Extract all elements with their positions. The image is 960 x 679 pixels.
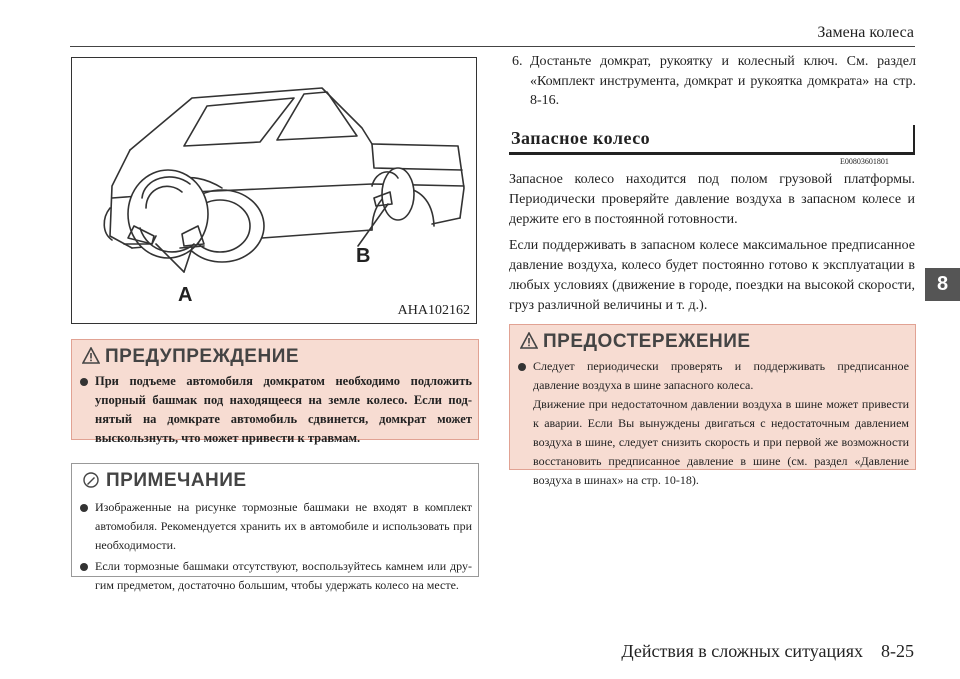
warning-box: [71, 339, 479, 445]
caution-paragraph: Движение при недостаточном давлении воздуха в шине может привести к аварии. Если Вы вынуждены двигаться с недостаточным давлением воздуха в шине, следует снизить скорость и при первой же возможности восстановить предписанное давление в шине (см. раздел «Давление воздуха в шинах» на стр. 10-18).: [533, 397, 909, 487]
caution-header: [510, 325, 915, 357]
chapter-tab[interactable]: 8: [925, 268, 960, 301]
note-box: [71, 463, 479, 592]
step-text: Достаньте домкрат, рукоятку и колесный ключ. См. раздел «Комплект инструмента, домкрат и рукоятка домкрата» на стр. 8-16.: [530, 54, 916, 108]
truck-wheel-chock-drawing: [72, 58, 476, 323]
section-title-bracket: [913, 125, 915, 155]
note-title: ПРИМЕЧАНИЕ: [106, 470, 247, 491]
figure-label-b: B: [356, 245, 371, 267]
note-header: [72, 464, 478, 496]
section-title-rule: [509, 152, 915, 155]
page-footer: Действия в сложных ситуациях 8-25: [621, 641, 914, 661]
warning-triangle-icon: [520, 332, 538, 349]
page-header-title: Замена колеса: [817, 24, 914, 41]
step-6: [512, 52, 916, 111]
figure-code: AHA102162: [397, 303, 470, 318]
figure-label-a: A: [178, 284, 193, 306]
warning-text: При подъеме автомобиля домкратом необходимо подложить упорный башмак под находящееся на земле колесо. Если поднятый на домкрате автомобиль сдвинется, домкрат может выскользнуть, что может привести к травмам.: [72, 372, 478, 448]
warning-header: [72, 340, 478, 372]
figure-illustration: [71, 57, 477, 324]
caution-item: Следует периодически проверять и поддерживать предписанное давление воздуха в шине запасного колеса.: [510, 357, 915, 395]
caution-title: ПРЕДОСТЕРЕЖЕНИЕ: [543, 331, 751, 352]
caution-box: [509, 324, 916, 487]
paragraph-spare-location: Запасное колесо находится под полом грузовой платформы. Периодически проверяйте давление воздуха в запасном колесе и держите его в постоянной готовности.: [509, 172, 915, 227]
warning-triangle-icon: [82, 347, 100, 364]
step-number: 6.: [512, 54, 523, 69]
note-pen-icon: [82, 471, 100, 488]
header-divider: [70, 46, 915, 47]
note-item-2: Если тормозные башмаки отсутствуют, воспользуйтесь камнем или другим предметом, достаточно большим, чтобы удержать колесо на месте.: [72, 557, 478, 595]
warning-title: ПРЕДУПРЕЖДЕНИЕ: [105, 346, 300, 367]
paragraph-spare-pressure: Если поддерживать в запасном колесе максимальное предписанное давление воздуха, колесо будет постоянно готово к эксплуатации в любых условиях (движение в городе, поездки на высокой скорости, груз различной величины и т. д.).: [509, 238, 915, 313]
section-code: E00803601801: [840, 157, 889, 166]
section-title: Запасное колесо: [511, 128, 651, 148]
note-item-1: Изображенные на рисунке тормозные башмаки не входят в комплект автомобиля. Рекомендуется хранить их в автомобиле и использовать при необходимости.: [72, 498, 478, 555]
